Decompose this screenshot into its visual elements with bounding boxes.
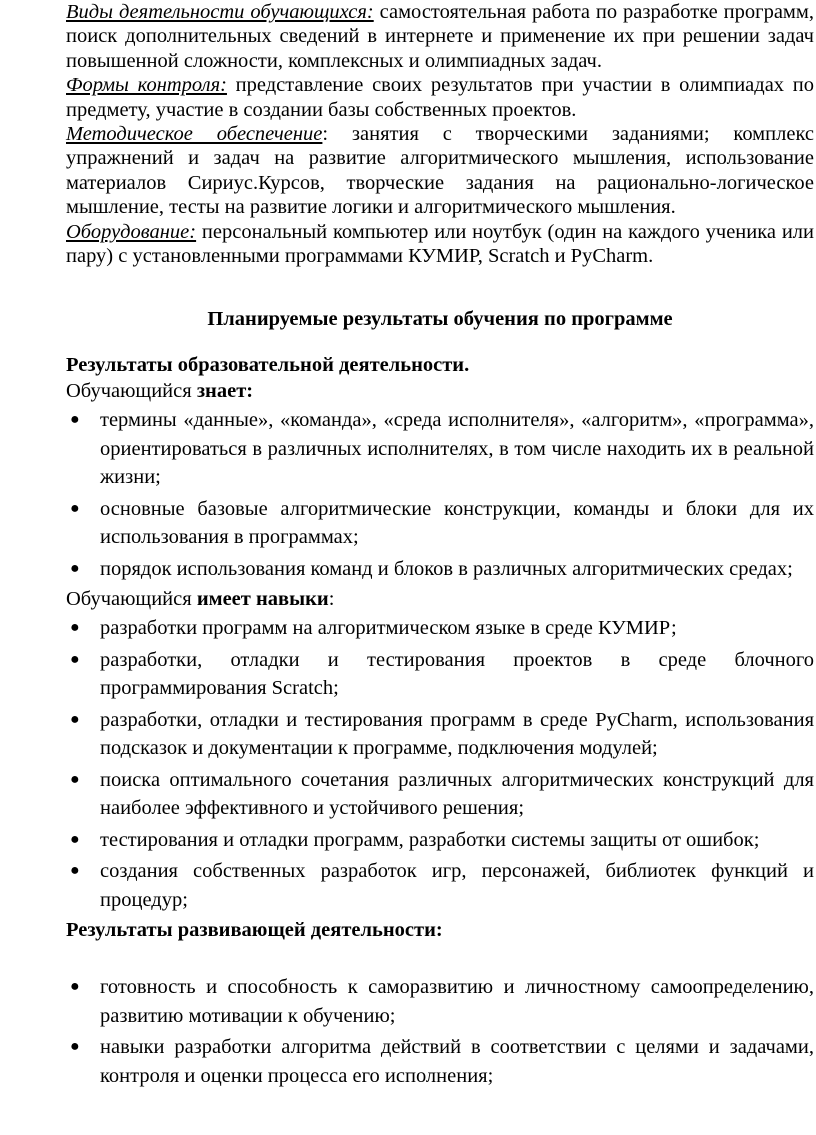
bullet-icon: ● — [70, 830, 80, 848]
list-item — [66, 614, 814, 643]
section-title: Планируемые результаты обучения по программе — [207, 308, 673, 331]
list-item — [66, 1033, 814, 1090]
bullet-icon: ● — [70, 499, 80, 517]
list-item — [66, 646, 814, 703]
skills-bold: имеет навыки — [196, 588, 329, 611]
educational-heading: Результаты образовательной деятельности. — [66, 354, 470, 377]
list-item — [66, 766, 814, 823]
activities-text: самостоятельная работа по разработке программ, поиск дополнительных сведений в интернете и применение их при решении задач повышенной сложности, комплексных и олимпиадных задач. — [66, 1, 814, 72]
list-item-text: поиска оптимального сочетания различных алгоритмических конструкций для наиболее эффективного и устойчивого решения; — [100, 768, 814, 820]
knows-line — [66, 378, 814, 404]
bullet-icon: ● — [70, 619, 80, 637]
list-item — [66, 857, 814, 914]
methodology-label: Методическое обеспечение — [66, 123, 323, 146]
skills-list — [66, 614, 814, 914]
list-item — [66, 706, 814, 763]
methodology-text: : занятия с творческими заданиями; комплекс упражнений и задач на развитие алгоритмического мышления, использование материалов Сириус.Курсов, творческие задания на рационально-логическое мышление, тесты на развитие логики и алгоритмического мышления. — [66, 123, 814, 219]
bullet-icon: ● — [70, 862, 80, 880]
developmental-list — [66, 973, 814, 1090]
list-item-text: создания собственных разработок игр, персонажей, библиотек функций и процедур; — [100, 860, 814, 911]
equipment-label: Оборудование: — [66, 220, 197, 243]
bullet-icon: ● — [70, 650, 80, 668]
list-item-text: готовность и способность к саморазвитию и личностному самоопределению, развитию мотивации к обучению; — [100, 976, 814, 1027]
list-item — [66, 826, 814, 855]
list-item-text: разработки программ на алгоритмическом языке в среде КУМИР; — [100, 617, 677, 640]
control-forms-label: Формы контроля: — [66, 74, 227, 97]
knows-bold: знает: — [196, 380, 254, 403]
list-item — [66, 973, 814, 1030]
bullet-icon: ● — [70, 710, 80, 728]
bullet-icon: ● — [70, 978, 80, 996]
knows-prefix: Обучающийся — [66, 380, 197, 403]
equipment-text: персональный компьютер или ноутбук (один на каждого ученика или пару) с установленными программами КУМИР, Scratch и PyCharm. — [66, 220, 814, 268]
document-page — [66, 0, 814, 1093]
bullet-icon: ● — [70, 1038, 80, 1056]
control-forms-paragraph — [66, 73, 814, 122]
list-item-text: основные базовые алгоритмические конструкции, команды и блоки для их использования в программах; — [100, 497, 814, 549]
bullet-icon: ● — [70, 411, 80, 429]
methodology-paragraph — [66, 122, 814, 220]
list-item — [66, 495, 814, 552]
list-item-text: тестирования и отладки программ, разработки системы защиты от ошибок; — [100, 828, 760, 851]
list-item — [66, 555, 814, 584]
skills-suffix: : — [328, 588, 335, 611]
skills-line — [66, 586, 814, 612]
control-forms-text: представление своих результатов при участии в олимпиадах по предмету, участие в создании базы собственных проектов. — [66, 74, 814, 121]
bullet-icon: ● — [70, 770, 80, 788]
list-item-text: разработки, отладки и тестирования проектов в среде блочного программирования Scratch; — [100, 648, 814, 700]
activities-paragraph — [66, 0, 814, 73]
activities-label: Виды деятельности обучающихся: — [66, 1, 374, 23]
list-item-text: навыки разработки алгоритма действий в соответствии с целями и задачами, контроля и оценки процесса его исполнения; — [100, 1036, 814, 1087]
skills-prefix: Обучающийся — [66, 588, 197, 611]
list-item-text: термины «данные», «команда», «среда исполнителя», «алгоритм», «программа», ориентироваться в различных исполнителях, в том числе находить их в реальной жизни; — [100, 409, 814, 489]
list-item-text: порядок использования команд и блоков в различных алгоритмических средах; — [100, 557, 793, 580]
list-item — [66, 406, 814, 492]
list-item-text: разработки, отладки и тестирования программ в среде PyCharm, использования подсказок и документации к программе, подключения модулей; — [100, 708, 814, 760]
equipment-paragraph — [66, 220, 814, 269]
knows-list — [66, 406, 814, 583]
bullet-icon: ● — [70, 559, 80, 577]
developmental-heading: Результаты развивающей деятельности: — [66, 919, 443, 942]
